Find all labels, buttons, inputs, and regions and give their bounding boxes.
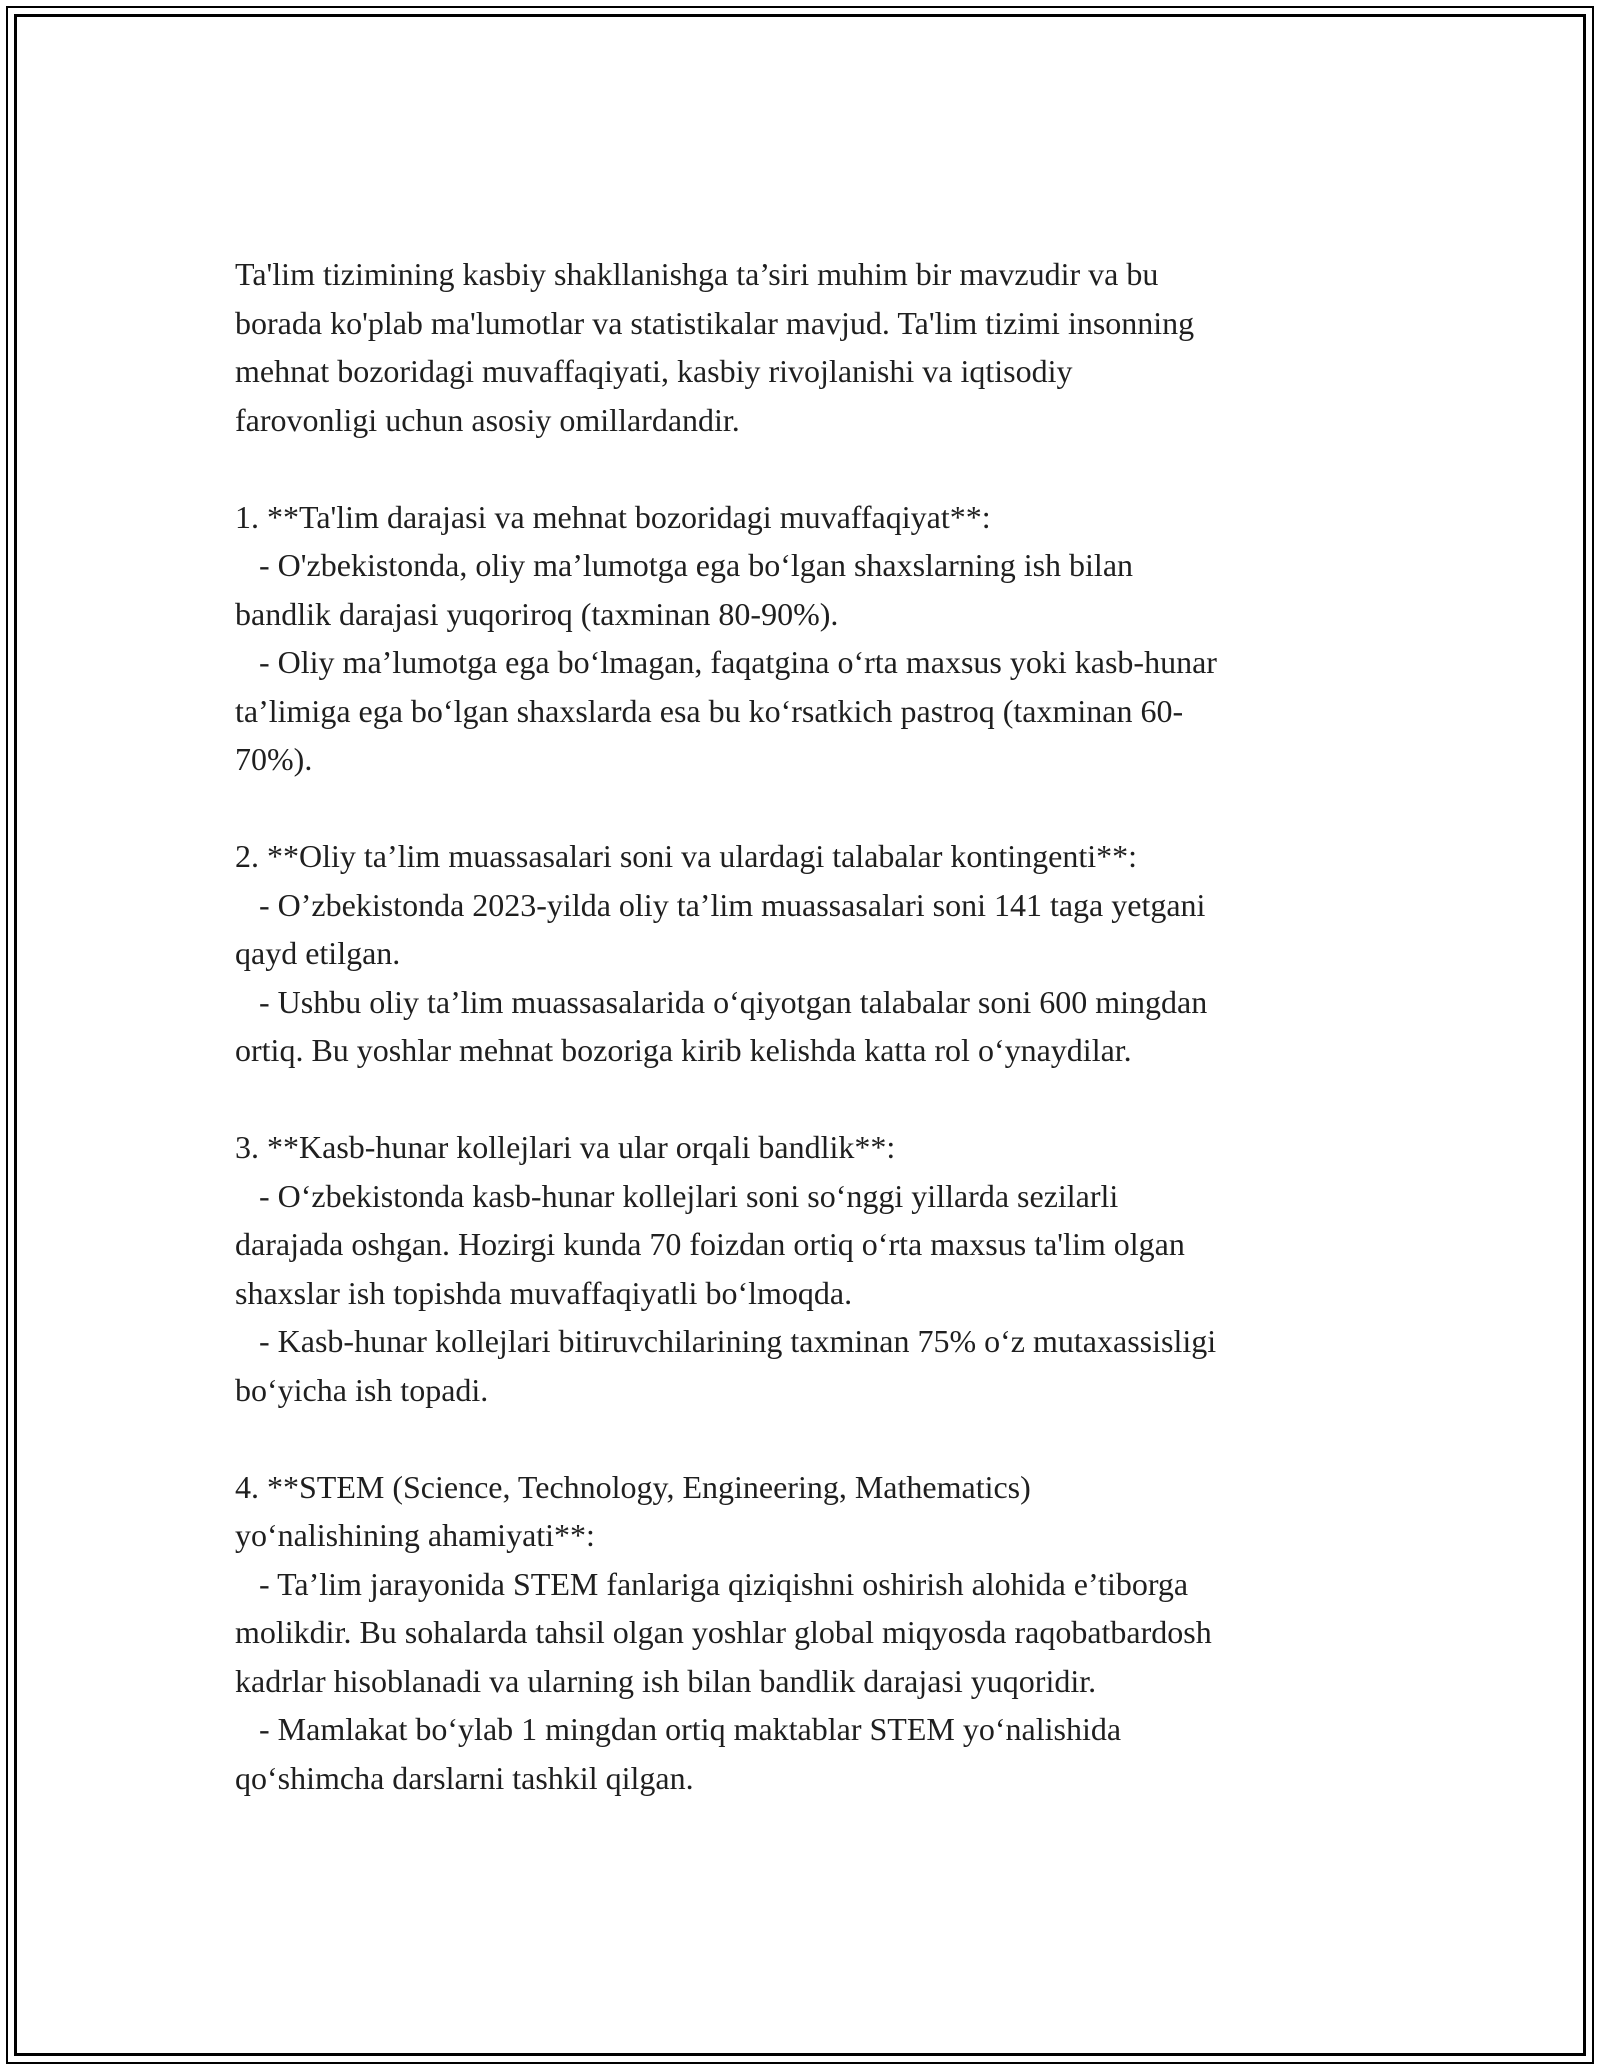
text-line: 4. **STEM (Science, Technology, Engineering, Mathematics) (235, 1468, 1031, 1505)
text-line: bo‘yicha ish topadi. (235, 1371, 489, 1408)
text-line: borada ko'plab ma'lumotlar va statistikalar mavjud. Ta'lim tizimi insonning (235, 304, 1195, 341)
text-line: shaxslar ish topishda muvaffaqiyatli bo‘lmoqda. (235, 1274, 853, 1311)
text-line: - Kasb-hunar kollejlari bitiruvchilarining taxminan 75% o‘z mutaxassisligi (235, 1323, 1217, 1359)
text-line: Ta'lim tizimining kasbiy shakllanishga ta’siri muhim bir mavzudir va bu (235, 256, 1159, 292)
text-line: ortiq. Bu yoshlar mehnat bozoriga kirib kelishda katta rol o‘ynaydilar. (235, 1032, 1132, 1068)
text-line: - O'zbekistonda, oliy ma’lumotga ega bo‘lgan shaxslarning ish bilan (235, 547, 1134, 583)
text-line: - O’zbekistonda 2023-yilda oliy ta’lim muassasalari soni 141 taga yetgani (235, 886, 1206, 923)
text-line: kadrlar hisoblanadi va ularning ish bilan bandlik darajasi yuqoridir. (235, 1662, 1097, 1699)
text-line: - O‘zbekistonda kasb-hunar kollejlari soni so‘nggi yillarda sezilarli (235, 1177, 1119, 1214)
text-line: bandlik darajasi yuqoriroq (taxminan 80-90%). (235, 595, 839, 632)
text-line: farovonligi uchun asosiy omillardandir. (235, 401, 740, 438)
paragraph-2 (235, 493, 1375, 784)
text-line: 2. **Oliy ta’lim muassasalari soni va ulardagi talabalar kontingenti**: (235, 838, 1137, 874)
text-line: qayd etilgan. (235, 935, 401, 971)
text-line: mehnat bozoridagi muvaffaqiyati, kasbiy rivojlanishi va iqtisodiy (235, 353, 1073, 389)
paragraph-gap (235, 1414, 1375, 1463)
paragraph-gap (235, 1075, 1375, 1124)
text-line: - Ushbu oliy ta’lim muassasalarida o‘qiyotgan talabalar soni 600 mingdan (235, 983, 1208, 1020)
paragraph-gap (235, 444, 1375, 493)
text-line: molikdir. Bu sohalarda tahsil olgan yoshlar global miqyosda raqobatbardosh (235, 1614, 1212, 1650)
paragraph-5 (235, 1463, 1375, 1803)
text-line: yo‘nalishining ahamiyati**: (235, 1517, 595, 1553)
text-line: - Ta’lim jarayonida STEM fanlariga qiziqishni oshirish alohida e’tiborga (235, 1565, 1189, 1602)
text-line: 3. **Kasb-hunar kollejlari va ular orqali bandlik**: (235, 1129, 896, 1165)
paragraph-1 (235, 250, 1375, 444)
text-line: qo‘shimcha darslarni tashkil qilgan. (235, 1759, 694, 1796)
paragraph-4 (235, 1123, 1375, 1414)
text-line: 1. **Ta'lim darajasi va mehnat bozoridagi muvaffaqiyat**: (235, 498, 991, 535)
text-line: darajada oshgan. Hozirgi kunda 70 foizdan ortiq o‘rta maxsus ta'lim olgan (235, 1226, 1185, 1262)
text-line: 70%). (235, 741, 313, 777)
paragraph-gap (235, 784, 1375, 833)
text-line: - Mamlakat bo‘ylab 1 mingdan ortiq maktablar STEM yo‘nalishida (235, 1711, 1122, 1747)
text-line: - Oliy ma’lumotga ega bo‘lmagan, faqatgina o‘rta maxsus yoki kasb-hunar (235, 644, 1217, 680)
text-line: ta’limiga ega bo‘lgan shaxslarda esa bu ko‘rsatkich pastroq (taxminan 60- (235, 692, 1184, 729)
paragraph-3 (235, 832, 1375, 1075)
document-body (235, 250, 1375, 1802)
